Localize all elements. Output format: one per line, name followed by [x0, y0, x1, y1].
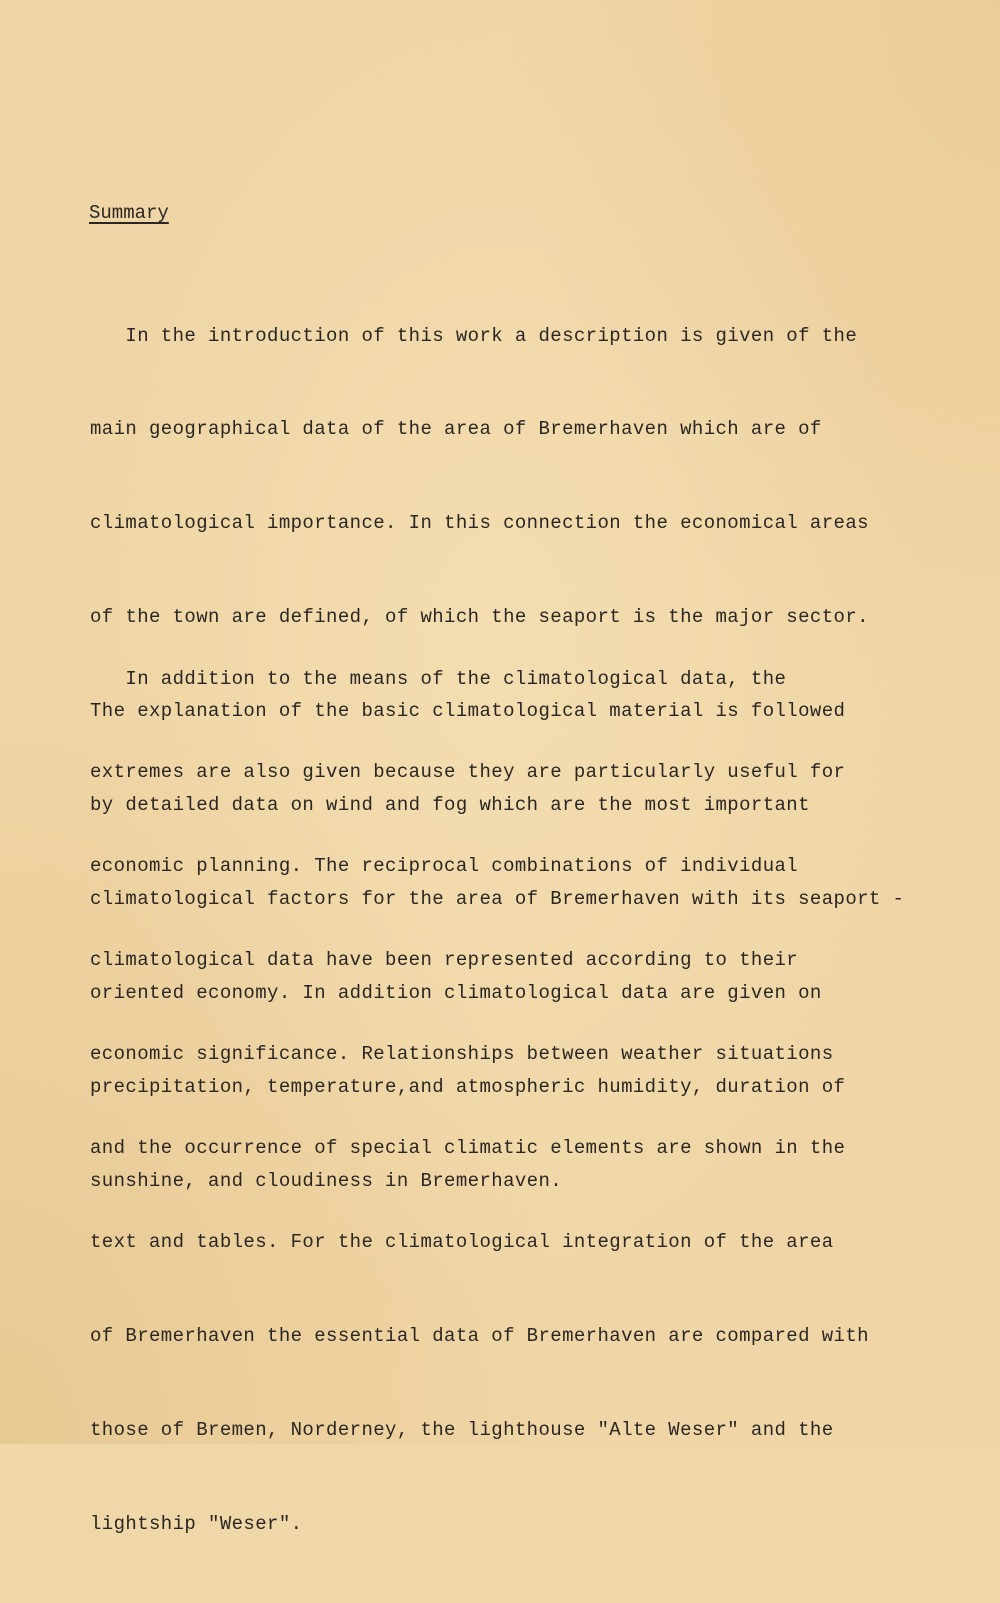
- paragraph-line: In the introduction of this work a description is given of the: [90, 324, 858, 347]
- paragraph-line: by detailed data on wind and fog which are the most important: [90, 794, 810, 817]
- paragraph-line: sunshine, and cloudiness in Bremerhaven.: [90, 1169, 563, 1192]
- paragraph-line: The explanation of the basic climatological material is followed: [90, 700, 846, 723]
- paragraph-line: those of Bremen, Norderney, the lighthouse "Alte Weser" and the: [90, 1418, 834, 1441]
- paragraph-line: text and tables. For the climatological integration of the area: [90, 1230, 834, 1253]
- paragraph-line: oriented economy. In addition climatological data are given on: [90, 981, 822, 1004]
- summary-heading: Summary: [89, 202, 169, 224]
- paragraph-line: climatological importance. In this connection the economical areas: [90, 512, 869, 535]
- paragraph-line: economic significance. Relationships between weather situations: [90, 1043, 834, 1066]
- paragraph-line: of Bremerhaven the essential data of Bremerhaven are compared with: [90, 1324, 869, 1347]
- summary-paragraph-2: [90, 601, 869, 1603]
- paragraph-line: climatological factors for the area of Bremerhaven with its seaport -: [90, 887, 905, 910]
- paragraph-line: lightship "Weser".: [90, 1512, 303, 1535]
- paragraph-line: In addition to the means of the climatological data, the: [90, 667, 787, 690]
- paragraph-line: economic planning. The reciprocal combinations of individual: [90, 855, 799, 878]
- paragraph-line: extremes are also given because they are particularly useful for: [90, 761, 846, 784]
- paragraph-line: precipitation, temperature,and atmospheric humidity, duration of: [90, 1075, 846, 1098]
- paragraph-line: and the occurrence of special climatic elements are shown in the: [90, 1137, 846, 1160]
- paragraph-line: climatological data have been represented according to their: [90, 949, 799, 972]
- paragraph-line: of the town are defined, of which the seaport is the major sector.: [90, 606, 869, 629]
- paragraph-line: main geographical data of the area of Bremerhaven which are of: [90, 418, 822, 441]
